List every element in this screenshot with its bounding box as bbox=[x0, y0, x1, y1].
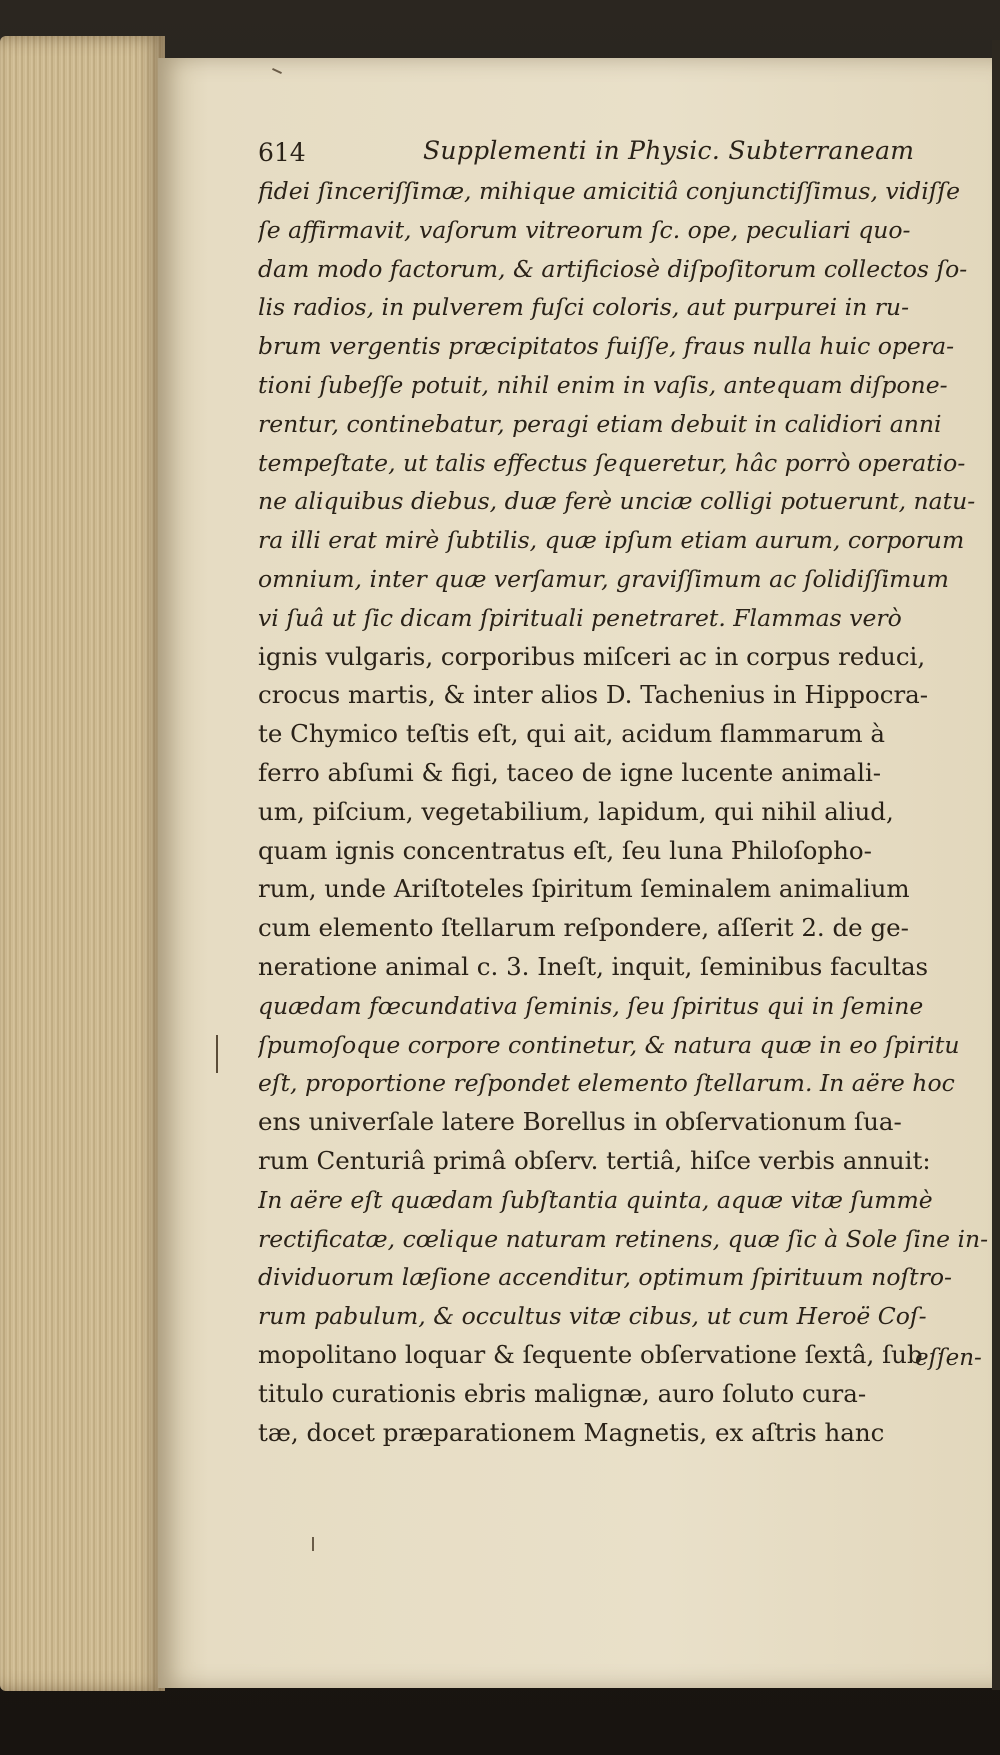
text-line: rum pabulum, & occultus vitæ cibus, ut cum Heroë Coſ- bbox=[258, 1302, 927, 1331]
running-head: Supplementi in Physic. Subterraneam bbox=[423, 136, 915, 165]
text-line: brum vergentis præcipitatos fuiſſe, fraus nulla huic opera- bbox=[258, 332, 955, 361]
text-line: rum, unde Ariſtoteles ſpiritum ſeminalem animalium bbox=[258, 874, 910, 904]
text-line: rum Centuriâ primâ obſerv. tertiâ, hiſce verbis annuit: bbox=[258, 1145, 931, 1175]
text-line: eſt, proportione reſpondet elemento ſtellarum. In aëre hoc bbox=[258, 1069, 955, 1098]
margin-mark bbox=[216, 1035, 218, 1073]
text-line: cum elemento ſtellarum reſpondere, aſſerit 2. de ge- bbox=[258, 913, 909, 943]
text-line: ens univerſale latere Borellus in obſervationum ſua- bbox=[258, 1107, 902, 1137]
text-line: quædam fœcundativa ſeminis, ſeu ſpiritus qui in ſemine bbox=[258, 991, 924, 1020]
page-number: 614 bbox=[258, 138, 306, 167]
page-text bbox=[258, 128, 996, 1452]
text-line: omnium, inter quæ verſamur, graviſſimum ac ſolidiſſimum bbox=[258, 564, 949, 593]
catchword: eſſen- bbox=[915, 1345, 982, 1371]
ink-mark bbox=[312, 1537, 314, 1551]
text-line: ignis vulgaris, corporibus miſceri ac in corpus reduci, bbox=[258, 641, 926, 671]
text-line: tempeſtate, ut talis effectus ſequeretur, hâc porrò operatio- bbox=[258, 448, 966, 477]
text-line: tioni ſubeſſe potuit, nihil enim in vaſis, antequam diſpone- bbox=[258, 370, 948, 399]
text-line: quam ignis concentratus eſt, ſeu luna Philoſopho- bbox=[258, 835, 872, 865]
text-line: ne aliquibus diebus, duæ ferè unciæ colligi potuerunt, natu- bbox=[258, 487, 976, 516]
text-line: titulo curationis ebris malignæ, auro ſoluto cura- bbox=[258, 1378, 867, 1408]
text-line: dam modo factorum, & artificiosè diſpoſitorum collectos ſo- bbox=[258, 254, 968, 283]
text-line: rentur, continebatur, peragi etiam debuit in calidiori anni bbox=[258, 409, 942, 438]
book-fore-edge bbox=[0, 36, 165, 1691]
text-line: ferro abſumi & figi, taceo de igne lucente animali- bbox=[258, 757, 882, 787]
text-line: ra illi erat mirè ſubtilis, quæ ipſum etiam aurum, corporum bbox=[258, 526, 965, 555]
text-line: te Chymico teſtis eſt, qui ait, acidum flammarum à bbox=[258, 719, 885, 749]
text-line: mopolitano loquar & ſequente obſervatione ſextâ, ſub bbox=[258, 1339, 923, 1369]
text-line: lis radios, in pulverem fuſci coloris, aut purpurei in ru- bbox=[258, 293, 910, 322]
text-line: tæ, docet præparationem Magnetis, ex aſtris hanc bbox=[258, 1417, 885, 1447]
body-text bbox=[258, 172, 996, 1452]
text-line: rectificatæ, cœlique naturam retinens, quæ ſic à Sole ſine in- bbox=[258, 1224, 989, 1253]
text-line: um, piſcium, vegetabilium, lapidum, qui nihil aliud, bbox=[258, 796, 894, 826]
text-line: fidei ſinceriſſimæ, mihique amicitiâ conjunctiſſimus, vidiſſe bbox=[258, 177, 961, 205]
text-line: ſpumoſoque corpore continetur, & natura quæ in eo ſpiritu bbox=[258, 1030, 960, 1059]
text-line: vi ſuâ ut ſic dicam ſpirituali penetraret. Flammas verò bbox=[258, 603, 902, 632]
text-line: ſe affirmavit, vaſorum vitreorum ſc. ope, peculiari quo- bbox=[258, 215, 911, 244]
text-line: dividuorum læſione accenditur, optimum ſpirituum noſtro- bbox=[258, 1263, 952, 1292]
page-header bbox=[258, 128, 996, 172]
text-line: neratione animal c. 3. Ineſt, inquit, ſeminibus facultas bbox=[258, 951, 929, 981]
text-line: crocus martis, & inter alios D. Tachenius in Hippocra- bbox=[258, 680, 929, 710]
text-line: In aëre eſt quædam ſubſtantia quinta, aquæ vitæ ſummè bbox=[258, 1185, 933, 1214]
